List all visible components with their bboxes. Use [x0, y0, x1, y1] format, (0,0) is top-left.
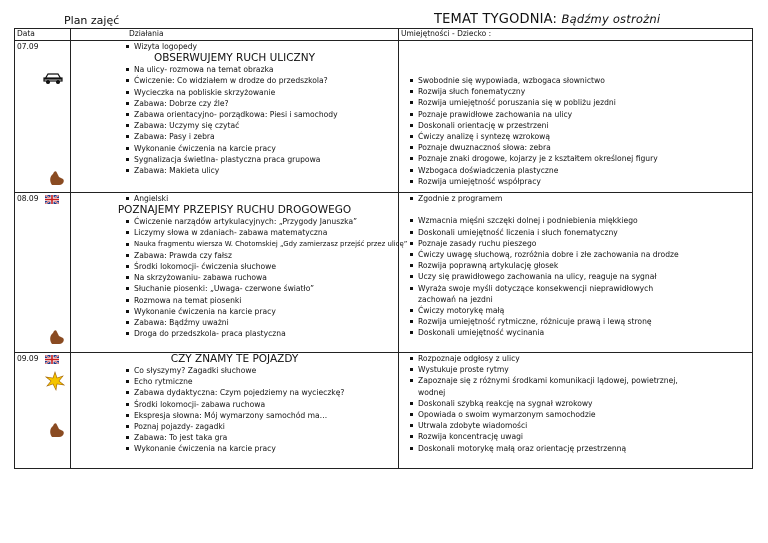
- list-item: Droga do przedszkola- praca plastyczna: [129, 328, 398, 339]
- list-item: Wycieczka na pobliskie skrzyżowanie: [129, 87, 398, 98]
- week-theme: [434, 12, 660, 27]
- list-item: Poznaj pojazdy- zagadki: [129, 421, 398, 432]
- list-item: Zabawa: Prawda czy fałsz: [129, 250, 398, 261]
- list-item: Poznaje dwuznacznoś słowa: zebra: [413, 142, 752, 153]
- list-item: Środki lokomocji- zabawa ruchowa: [129, 399, 398, 410]
- list-item: Zabawa dydaktyczna: Czym pojedziemy na wycieczkę?: [129, 387, 398, 398]
- list-item: Uczy się prawidłowego zachowania na ulicy, reaguje na sygnał: [413, 271, 752, 282]
- list-item: Rozpoznaje odgłosy z ulicy: [413, 353, 752, 364]
- hand-icon: [47, 326, 67, 346]
- actions-cell: [71, 193, 408, 353]
- burst-icon: [45, 371, 65, 391]
- list-item: Co słyszymy? Zagadki słuchowe: [129, 365, 398, 376]
- col-header-skills: Umiejętności - Dziecko :: [399, 29, 753, 41]
- list-item: Zabawa: Uczymy się czytać: [129, 120, 398, 131]
- list-item-continuation: zachowań na jezdni: [418, 294, 493, 304]
- list-item: Rozwija umiejętność poruszania się w pobliżu jezdni: [413, 97, 752, 108]
- list-item: Na skrzyżowaniu- zabawa ruchowa: [129, 272, 398, 283]
- list-item: Liczymy słowa w zdaniach- zabawa matematyczna: [129, 227, 398, 238]
- list-item: Doskonali motorykę małą oraz orientację przestrzenną: [413, 443, 752, 454]
- row-date: 07.09: [17, 42, 39, 51]
- list-item: Wizyta logopedy: [129, 41, 398, 52]
- table-row: [15, 353, 753, 469]
- skills-cell: [399, 193, 753, 353]
- list-item: Utrwala zdobyte wiadomości: [413, 420, 752, 431]
- list-item: Ekspresja słowna: Mój wymarzony samochód ma…: [129, 410, 398, 421]
- date-cell: [15, 353, 71, 469]
- actions-cell: [71, 41, 399, 193]
- uk-flag-icon: [45, 355, 59, 364]
- week-theme-value: Bądźmy ostrożni: [561, 12, 661, 26]
- list-item: Ćwiczy uwagę słuchową, rozróżnia dobre i złe zachowania na drodze: [413, 249, 752, 260]
- list-item: Słuchanie piosenki: „Uwaga- czerwone światło”: [129, 283, 398, 294]
- list-item: Sygnalizacja świetlna- plastyczna praca grupowa: [129, 154, 398, 165]
- list-item: Zapoznaje się z różnymi środkami komunikacji lądowej, powietrznej,: [413, 375, 752, 386]
- section-title: OBSERWUJEMY RUCH ULICZNY: [153, 52, 316, 65]
- list-item: Zgodnie z programem: [413, 193, 752, 204]
- row-date: 09.09: [17, 354, 39, 363]
- list-item: Doskonali orientację w przestrzeni: [413, 120, 752, 131]
- list-item: Wystukuje proste rytmy: [413, 364, 752, 375]
- section-title: POZNAJEMY PRZEPISY RUCHU DROGOWEGO: [117, 204, 352, 217]
- list-item: Zabawa orientacyjno- porządkowa: Piesi i samochody: [129, 109, 398, 120]
- skills-cell: [399, 353, 753, 469]
- list-item: Rozwija słuch fonematyczny: [413, 86, 752, 97]
- list-item: Wykonanie ćwiczenia na karcie pracy: [129, 306, 398, 317]
- col-header-date: Data: [15, 29, 71, 41]
- list-item: Zabawa: Bądźmy uważni: [129, 317, 398, 328]
- list-item: Ćwiczy analizę i syntezę wzrokową: [413, 131, 752, 142]
- table-header-row: [15, 29, 753, 41]
- list-item: Wzmacnia mięśni szczęki dolnej i podniebienia miękkiego: [413, 215, 752, 226]
- skills-cell: [399, 41, 753, 193]
- list-item: Zabawa: Makieta ulicy: [129, 165, 398, 176]
- list-item: Echo rytmiczne: [129, 376, 398, 387]
- list-item: Rozwija koncentrację uwagi: [413, 431, 752, 442]
- table-row: [15, 193, 753, 353]
- list-item: Doskonali szybką reakcję na sygnał wzrokowy: [413, 398, 752, 409]
- list-item: Rozwija umiejętność współpracy: [413, 176, 752, 187]
- list-item: Swobodnie się wypowiada, wzbogaca słownictwo: [413, 75, 752, 86]
- list-item: Wzbogaca doświadczenia plastyczne: [413, 165, 752, 176]
- actions-cell: [71, 353, 399, 469]
- plan-table: [14, 28, 753, 469]
- row-date: 08.09: [17, 194, 39, 203]
- list-item: Wykonanie ćwiczenia na karcie pracy: [129, 443, 398, 454]
- week-theme-label: TEMAT TYGODNIA:: [434, 12, 558, 27]
- list-item: Środki lokomocji- ćwiczenia słuchowe: [129, 261, 398, 272]
- hand-icon: [47, 419, 67, 439]
- list-item: Ćwiczenie narządów artykulacyjnych: „Przygody Januszka”: [129, 216, 398, 227]
- list-item: Na ulicy- rozmowa na temat obrazka: [129, 64, 398, 75]
- list-item: Nauka fragmentu wiersza W. Chotomskiej „Gdy zamierzasz przejść przez ulicę”: [129, 239, 398, 250]
- date-cell: [15, 41, 71, 193]
- uk-flag-icon: [45, 195, 59, 204]
- list-item: Zabawa: Dobrze czy źle?: [129, 98, 398, 109]
- list-item: Wyraża swoje myśli dotyczące konsekwencji nieprawidłowych: [413, 283, 752, 294]
- plan-title: Plan zajęć: [64, 14, 120, 27]
- list-item: Rozmowa na temat piosenki: [129, 295, 398, 306]
- table-row: [15, 41, 753, 193]
- list-item: Ćwiczy motorykę małą: [413, 305, 752, 316]
- list-item: Poznaje prawidłowe zachowania na ulicy: [413, 109, 752, 120]
- list-item: Doskonali umiejętność wycinania: [413, 327, 752, 338]
- list-item: Ćwiczenie: Co widziałem w drodze do przedszkola?: [129, 75, 398, 86]
- car-icon: [43, 67, 63, 87]
- list-item: Poznaje zasady ruchu pieszego: [413, 238, 752, 249]
- list-item: Zabawa: To jest taka gra: [129, 432, 398, 443]
- list-item: Rozwija umiejętność rytmiczne, różnicuje prawą i lewą stronę: [413, 316, 752, 327]
- list-item: Opowiada o swoim wymarzonym samochodzie: [413, 409, 752, 420]
- list-item: Doskonali umiejętność liczenia i słuch fonematyczny: [413, 227, 752, 238]
- col-header-actions: Działania: [71, 29, 399, 41]
- list-item: Poznaje znaki drogowe, kojarzy je z kształtem określonej figury: [413, 153, 752, 164]
- list-item: Wykonanie ćwiczenia na karcie pracy: [129, 143, 398, 154]
- list-item-continuation: wodnej: [418, 387, 446, 397]
- list-item: Zabawa: Pasy i zebra: [129, 131, 398, 142]
- date-cell: [15, 193, 71, 353]
- list-item: Angielski: [129, 193, 398, 204]
- section-title: CZY ZNAMY TE POJAZDY: [170, 353, 299, 365]
- hand-icon: [47, 167, 67, 187]
- list-item: Rozwija poprawną artykulację głosek: [413, 260, 752, 271]
